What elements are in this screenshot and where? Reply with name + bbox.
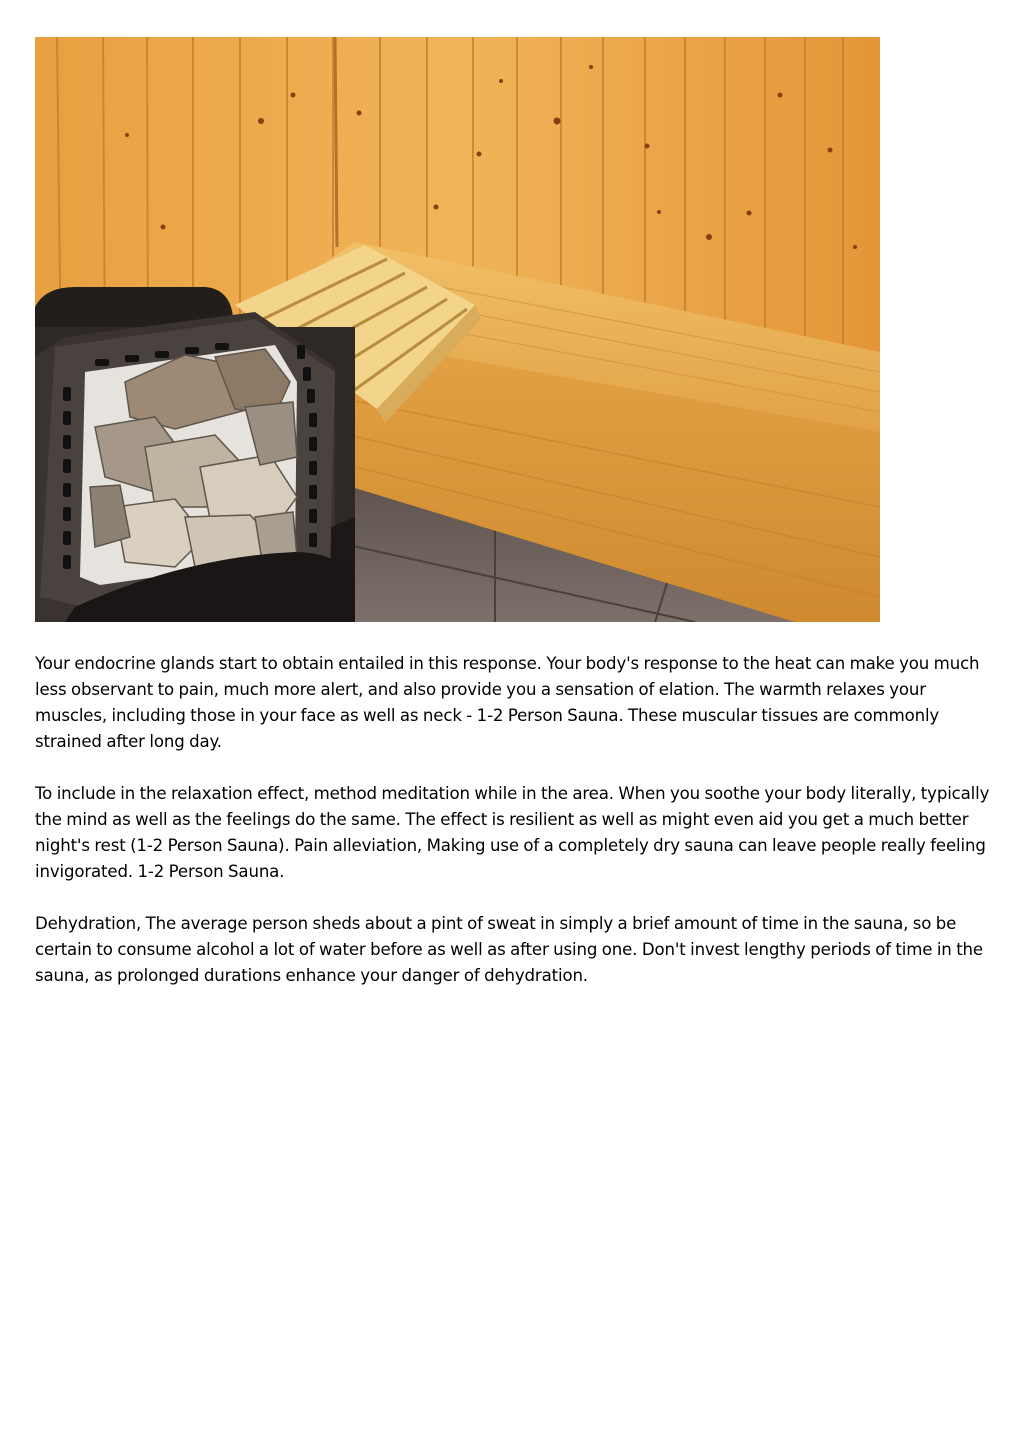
paragraph-dehydration: Dehydration, The average person sheds about a pint of sweat in simply a brief amount of time in the sauna, so be certain to consume alcohol a lot of water before as well as after using one. Don't invest lengthy periods of time in the sauna, as prolonged durations enhance your danger of dehydration. (35, 914, 983, 985)
wall-corner (335, 37, 337, 247)
sauna-illustration (35, 37, 880, 622)
article-body (35, 651, 990, 1015)
paragraph-endocrine: Your endocrine glands start to obtain entailed in this response. Your body's response to the heat can make you much less observant to pain, much more alert, and also provide you a sensation of elation. The warmth relaxes your muscles, including those in your face as well as neck - 1-2 Person Sauna. These muscular tissues are commonly strained after long day. (35, 654, 980, 751)
sauna-photo (35, 37, 880, 622)
sauna-heater (35, 287, 355, 622)
paragraph-relaxation: To include in the relaxation effect, method meditation while in the area. When you soothe your body literally, typically the mind as well as the feelings do the same. The effect is resilient as well as might even aid you get a much better night's rest (1-2 Person Sauna). Pain alleviation, Making use of a completely dry sauna can leave people really feeling invigorated. 1-2 Person Sauna. (35, 784, 990, 881)
